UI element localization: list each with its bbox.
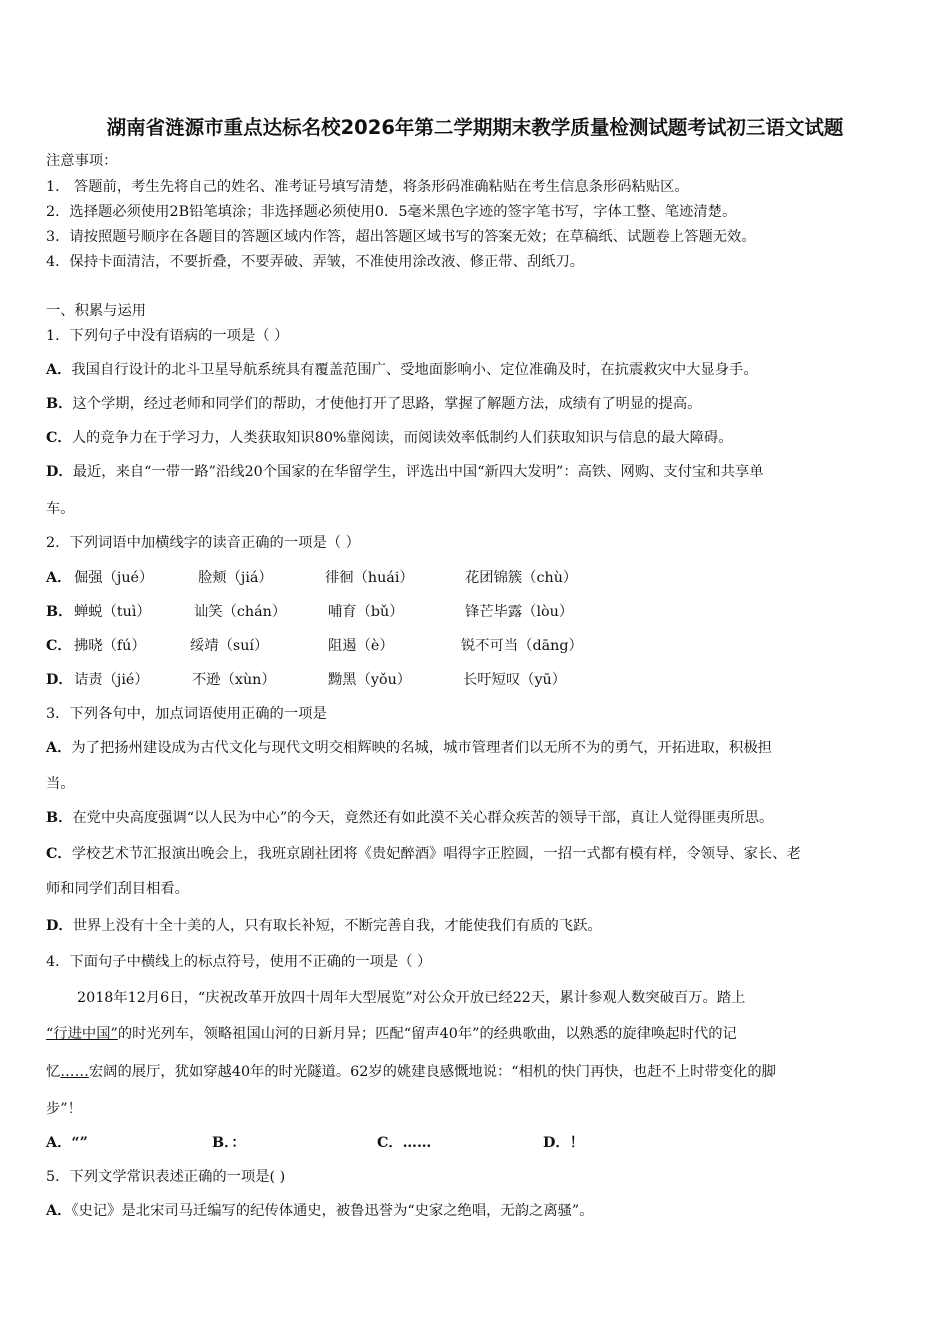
- question-3-stem: 3．下列各句中，加点词语使用正确的一项是: [46, 706, 327, 722]
- q3-option-a-text: 为了把扬州建设成为古代文化与现代文明交相辉映的名城，城市管理者们以无所不为的勇气，开拓进取，积极担: [71, 740, 772, 756]
- q4-underlined-ellipsis: ……: [60, 1064, 89, 1080]
- notice-heading: 注意事项：: [46, 153, 118, 169]
- q1-option-c: C．人的竞争力在于学习力，人类获取知识80%靠阅读，而阅读效率低制约人们获取知识与信息的最大障碍。: [46, 430, 733, 446]
- q2-row-c-label: C．: [46, 638, 72, 654]
- q4-underlined-quote: “行进中国”: [46, 1026, 118, 1042]
- q3-option-c: C．学校艺术节汇报演出晚会上，我班京剧社团将《贵妃醉酒》唱得字正腔圆，一招一式都有模有样，令领导、家长、老: [46, 846, 801, 862]
- q4-passage-line1: 2018年12月6日，“庆祝改革开放四十周年大型展览”对公众开放已经22天，累计参观人数突破百万。踏上: [77, 990, 746, 1006]
- q3-option-a-cont: 当。: [46, 776, 75, 792]
- section-heading: 一、积累与运用: [46, 303, 147, 319]
- notice-item: 1． 答题前，考生先将自己的姓名、准考证号填写清楚，将条形码准确粘贴在考生信息条形码粘贴区。: [46, 179, 689, 195]
- q5-option-a: A．《史记》是北宋司马迁编写的纪传体通史，被鲁迅誉为“史家之绝唱，无韵之离骚”。: [46, 1203, 594, 1219]
- q2-row-c-word2: 绥靖（suí）: [190, 638, 269, 654]
- q4-passage-line3-start: 忆: [46, 1064, 61, 1080]
- q2-row-b-word4: 锋芒毕露（lòu）: [465, 604, 574, 620]
- q2-row-a-word1: 倔强（jué）: [74, 570, 154, 586]
- q2-row-d-word4: 长吁短叹（yū）: [463, 672, 567, 688]
- q4-option-c: C．……: [377, 1135, 432, 1151]
- q3-option-b: B．在党中央高度强调“以人民为中心”的今天，竟然还有如此漠不关心群众疾苦的领导干部，真让人觉得匪夷所思。: [46, 810, 774, 826]
- question-5-stem: 5．下列文学常识表述正确的一项是( ): [46, 1169, 286, 1185]
- question-4-stem: 4．下面句子中横线上的标点符号，使用不正确的一项是（ ）: [46, 954, 432, 970]
- q4-option-b: B．：: [212, 1135, 246, 1151]
- question-2-stem: 2．下列词语中加横线字的读音正确的一项是（ ）: [46, 535, 360, 551]
- q2-row-d-word3: 黝黑（yǒu）: [328, 672, 412, 688]
- q2-row-d-label: D．: [46, 672, 73, 688]
- q2-row-a-label: A．: [46, 570, 72, 586]
- q1-option-d: D．最近，来自“一带一路”沿线20个国家的在华留学生，评选出中国“新四大发明”：高铁、网购、支付宝和共享单: [46, 464, 764, 480]
- q2-row-c-word3: 阻遏（è）: [328, 638, 394, 654]
- notice-item: 3．请按照题号顺序在各题目的答题区域内作答，超出答题区域书写的答案无效；在草稿纸、试题卷上答题无效。: [46, 229, 756, 245]
- q3-option-d-text: 世界上没有十全十美的人，只有取长补短，不断完善自我，才能使我们有质的飞跃。: [72, 918, 602, 934]
- q3-option-c-cont: 师和同学们刮目相看。: [46, 881, 189, 897]
- q2-row-a-word3: 徘徊（huái）: [325, 570, 414, 586]
- q4-option-a: A．“”: [46, 1135, 88, 1151]
- q2-row-a-word2: 脸颊（jiá）: [198, 570, 273, 586]
- q4-passage-line4: 步”！: [46, 1101, 82, 1117]
- q4-option-d: D．！: [543, 1135, 584, 1151]
- q1-option-d-cont: 车。: [46, 501, 75, 517]
- q1-option-b: B．这个学期，经过老师和同学们的帮助，才使他打开了思路，掌握了解题方法，成绩有了明显的提高。: [46, 396, 702, 412]
- q1-option-c-text: 人的竞争力在于学习力，人类获取知识80%靠阅读，而阅读效率低制约人们获取知识与信息的最大障碍。: [71, 430, 733, 446]
- q1-option-a: A．我国自行设计的北斗卫星导航系统具有覆盖范围广、受地面影响小、定位准确及时，在抗震救灾中大显身手。: [46, 362, 758, 378]
- q4-passage-line2-text: 的时光列车，领略祖国山河的日新月异；匹配“留声40年”的经典歌曲，以熟悉的旋律唤起时代的记: [117, 1026, 737, 1042]
- q2-row-a-word4: 花团锦簇（chù）: [465, 570, 578, 586]
- q5-option-a-text: 《史记》是北宋司马迁编写的纪传体通史，被鲁迅誉为“史家之绝唱，无韵之离骚”。: [71, 1203, 594, 1219]
- q4-passage-line3-text: 宏阔的展厅，犹如穿越40年的时光隧道。62岁的姚建良感慨地说：“相机的快门再快，也赶不上时带变化的脚: [88, 1064, 776, 1080]
- notice-item: 4．保持卡面清洁，不要折叠，不要弄破、弄皱，不准使用涂改液、修正带、刮纸刀。: [46, 254, 585, 270]
- q3-option-d: D．世界上没有十全十美的人，只有取长补短，不断完善自我，才能使我们有质的飞跃。: [46, 918, 602, 934]
- q1-option-b-text: 这个学期，经过老师和同学们的帮助，才使他打开了思路，掌握了解题方法，成绩有了明显的提高。: [72, 396, 702, 412]
- q2-row-d-word2: 不逊（xùn）: [192, 672, 276, 688]
- q2-row-d-word1: 诘责（jié）: [74, 672, 149, 688]
- q1-option-d-text: 最近，来自“一带一路”沿线20个国家的在华留学生，评选出中国“新四大发明”：高铁、网购、支付宝和共享单: [72, 464, 764, 480]
- q3-option-a: A．为了把扬州建设成为古代文化与现代文明交相辉映的名城，城市管理者们以无所不为的勇气，开拓进取，积极担: [46, 740, 772, 756]
- page-title: 湖南省涟源市重点达标名校2026年第二学期期末教学质量检测试题考试初三语文试题: [106, 116, 844, 139]
- q2-row-b-word3: 哺育（bǔ）: [328, 604, 404, 620]
- q4-passage-line2: [46, 1024, 737, 1044]
- notice-item: 2．选择题必须使用2B铅笔填涂；非选择题必须使用0．5毫米黑色字迹的签字笔书写，字体工整、笔迹清楚。: [46, 204, 737, 220]
- q3-option-b-text: 在党中央高度强调“以人民为中心”的今天，竟然还有如此漠不关心群众疾苦的领导干部，真让人觉得匪夷所思。: [72, 810, 774, 826]
- q3-option-c-text: 学校艺术节汇报演出晚会上，我班京剧社团将《贵妃醉酒》唱得字正腔圆，一招一式都有模有样，令领导、家长、老: [71, 846, 801, 862]
- q2-row-c-word1: 拂晓（fú）: [74, 638, 146, 654]
- q2-row-b-word1: 蝉蜕（tuì）: [74, 604, 151, 620]
- q1-option-a-text: 我国自行设计的北斗卫星导航系统具有覆盖范围广、受地面影响小、定位准确及时，在抗震救灾中大显身手。: [71, 362, 758, 378]
- question-1-stem: 1．下列句子中没有语病的一项是（ ）: [46, 328, 289, 344]
- q4-passage-line3: [46, 1062, 776, 1082]
- q2-row-b-word2: 讪笑（chán）: [194, 604, 287, 620]
- q2-row-c-word4: 锐不可当（dāng）: [461, 638, 583, 654]
- q2-row-b-label: B．: [46, 604, 73, 620]
